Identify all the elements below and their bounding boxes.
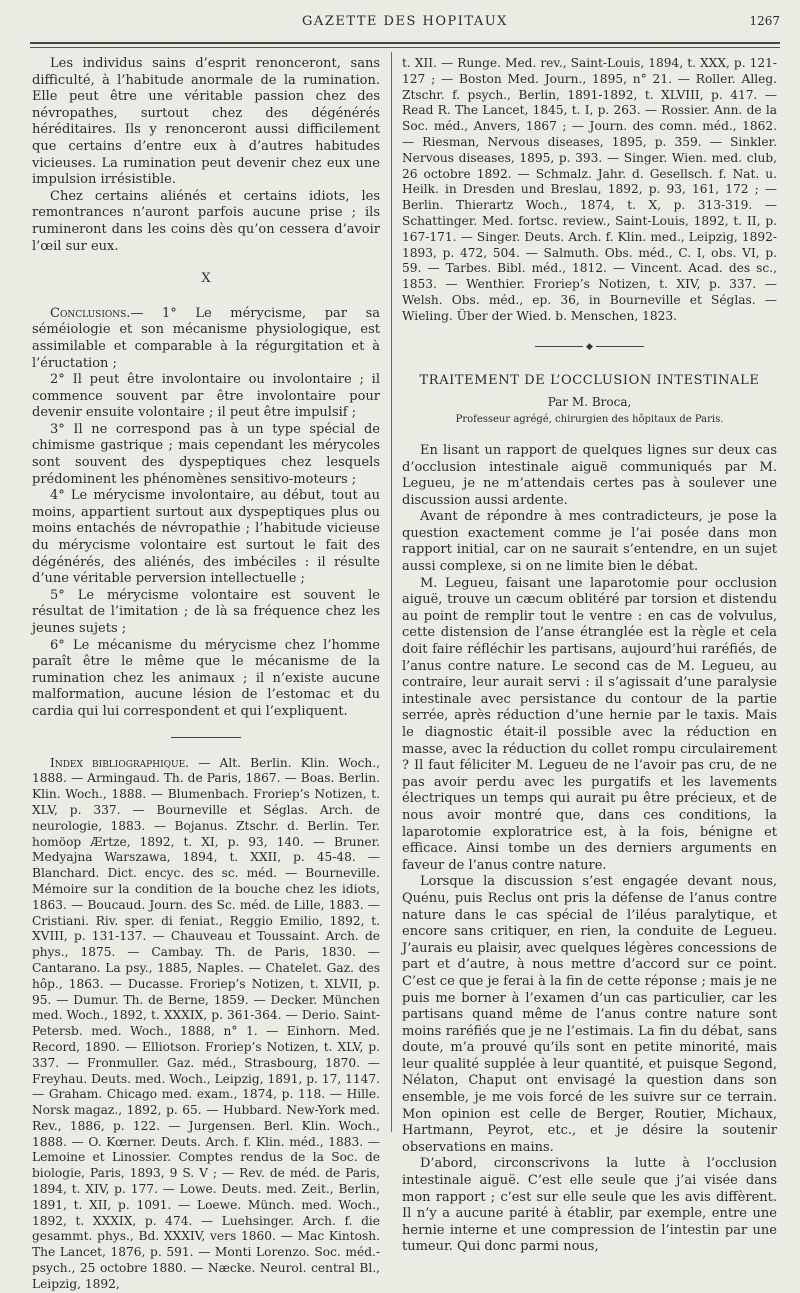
conclusion-item: 3° Il ne correspond pas à un type spécial de chimisme gastrique ; mais cependant les mérycoles sont souvent des dyspeptiques chez lesquels prédominent les phénomènes sensitivo-moteurs ; [32,421,380,487]
column-divider [391,52,392,1132]
bibliography [32,756,380,1293]
paragraph: D’abord, circonscrivons la lutte à l’occlusion intestinale aiguë. C’est elle seule que j’ai visée dans mon rapport ; c’est sur elle seule que les avis diffèrent. Il n’y a aucune parité à établir, par exemple, entre une hernie interne et une compression de l’intestin par une tumeur. Qui donc parmi nous, [402,1156,777,1255]
conclusion-text: — 1° Le mérycisme, par sa séméiologie et son mécanisme physiologique, est assimilable et comparable à la régurgitation et à l’éructation ; [32,305,380,371]
paragraph: Les individus sains d’esprit renonceront, sans difficulté, à l’habitude anormale de la rumination. Elle peut être une véritable passion chez des névropathes, surtout chez des dégénérés héréditaires. Ils y renonceront aussi difficilement que certains d’entre eux à d’autres habitudes vicieuses. La rumination peut devenir chez eux une impulsion irrésistible. [32,56,380,188]
article-author: Par M. Broca, [547,394,632,409]
index-label: Index bibliographique. [50,755,190,770]
right-column [402,56,777,1256]
section-rule [171,737,241,738]
conclusion-item: 2° Il peut être involontaire ou involontaire ; il commence souvent par être involontaire pour devenir ensuite volontaire ; il peut être impulsif ; [32,372,380,421]
conclusion-item: 6° Le mécanisme du mérycisme chez l’homme paraît être le même que le mécanisme de la rumination chez les animaux ; il n’existe aucune malformation, aucune lésion de l’estomac et du cardia qui lui correspondent et qui l’expliquent. [32,637,380,719]
bibliography-text: — Alt. Berlin. Klin. Woch., 1888. — Armingaud. Th. de Paris, 1867. — Boas. Berlin. Klin. Woch., 1888. — Blumenbach. Froriep’s Notizen, t. XLV, p. 337. — Bourneville et Séglas. Arch. de neurologie, 1883. — Bojanus. Ztschr. d. Berlin. Ter. homöop Ærtze, 1892, t. XI, p. 93, 140. — Bruner. Medyajna Warszawa, 1894, t. XXII, p. 45-48. — Blanchard. Dict. encyc. des sc. méd. — Bourneville. Mémoire sur la condition de la bouche chez les idiots, 1863. — Boucaud. Journ. des Sc. méd. de Lille, 1883. — Cristiani. Riv. sper. di feniat., Reggio Emilio, 1892, t. XVIII, p. 131-137. — Chauveau et Toussaint. Arch. de phys., 1875. — Cambay. Th. de Paris, 1830. — Cantarano. La psy., 1885, Naples. — Chatelet. Gaz. des hôp., 1863. — Ducasse. Froriep’s Notizen, t. XLVII, p. 95. — Dumur. Th. de Berne, 1859. — Decker. München med. Woch., 1892, t. XXXIX, p. 361-364. — Derio. Saint-Petersb. med. Woch., 1888, n° 1. — Einhorn. Med. Record, 1890. — Elliotson. Froriep’s Notizen, t. XLV, p. 337. — Fronmuller. Gaz. méd., Strasbourg, 1870. — Freyhau. Deuts. med. Woch., Leipzig, 1891, p. 17, 1147. — Graham. Chicago med. exam., 1874, p. 118. — Hille. Norsk magaz., 1892, p. 65. — Hubbard. New-York med. Rev., 1886, p. 122. — Jurgensen. Berl. Klin. Woch., 1888. — O. Kœrner. Deuts. Arch. f. Klin. méd., 1883. — Lemoine et Linossier. Comptes rendus de la Soc. de biologie, Paris, 1893, 9 S. V ; — Rev. de méd. de Paris, 1894, t. XIV, p. 177. — Lowe. Deuts. med. Zeit., Berlin, 1891, t. XII, p. 1091. — Loewe. Münch. med. Woch., 1892, t. XXXIX, p. 474. — Luehsinger. Arch. f. die gesammt. phys., Bd. XXXIV, vers 1860. — Mac Kintosh. The Lancet, 1876, p. 591. — Monti Lorenzo. Soc. méd.-psych., 25 octobre 1880. — Næcke. Neurol. central Bl., Leipzig, 1892, [32,755,380,1291]
header-rule-thin [30,47,780,48]
paragraph: Chez certains aliénés et certains idiots, les remontrances n’auront parfois aucune prise ; ils rumineront dans les coins dès qu’on cessera d’avoir l’œil sur eux. [32,188,380,254]
conclusion-item: 4° Le mérycisme involontaire, au début, tout au moins, appartient surtout aux dyspeptiques plus ou moins entachés de névropathie ; l’habitude vicieuse du mérycisme volontaire est surtout le fait des dégénérés, des aliénés, des imbéciles : il résulte d’une véritable perversion intellectuelle ; [32,488,380,587]
bibliography-continued: t. XII. — Runge. Med. rev., Saint-Louis, 1894, t. XXX, p. 121-127 ; — Boston Med. Journ., 1895, n° 21. — Roller. Alleg. Ztschr. f. psych., Berlin, 1891-1892, t. XLVIII, p. 417. — Read R. The Lancet, 1845, t. I, p. 263. — Rossier. Ann. de la Soc. méd., Anvers, 1867 ; — Journ. des comn. méd., 1862. — Riesman, Nervous diseases, 1895, p. 359. — Sinkler. Nervous diseases, 1895, p. 393. — Singer. Wien. med. club, 26 octobre 1892. — Schmalz. Jahr. d. Gesellsch. f. Nat. u. Heilk. in Dresden und Breslau, 1892, p. 93, 161, 172 ; — Berlin. Thierartz Woch., 1874, t. X, p. 313-319. — Schattinger. Med. fortsc. review., Saint-Louis, 1892, t. II, p. 167-171. — Singer. Deuts. Arch. f. Klin. med., Leipzig, 1892-1893, p. 472, 504. — Salmuth. Obs. méd., C. I, obs. VI, p. 59. — Tarbes. Bibl. méd., 1812. — Vincent. Acad. des sc., 1853. — Wenthier. Froriep’s Notizen, t. XIV, p. 337. — Welsh. Obs. méd., ep. 36, in Bourneville et Séglas. — Wieling. Über der Wied. b. Menschen, 1823. [402,56,777,323]
conclusions-label: Conclusions. [50,305,131,321]
paragraph: M. Legueu, faisant une laparotomie pour occlusion aiguë, trouve un cæcum oblitéré par torsion et distendu au point de remplir tout le ventre : en cas de volvulus, cette distension de l’anse étranglée est la règle et cela doit faire réfléchir les partisans, aujourd’hui raréfiés, de l’anus contre nature. Le second cas de M. Legueu, au contraire, leur aurait servi : il s’agissait d’une paralysie intestinale avec persistance du contour de la partie serrée, après réduction d’une hernie par le taxis. Mais le diagnostic était-il possible avec la réduction en masse, avec la réduction du collet rompu circulairement ? Il faut féliciter M. Legueu de ne l’avoir pas cru, de ne pas avoir perdu avec les purgatifs et les lavements électriques un temps qui aurait pu être précieux, et de nous avoir montré que, dans ces conditions, la laparotomie exploratrice est, à la fois, bénigne et efficace. Ainsi tombe un des derniers arguments en faveur de l’anus contre nature. [402,575,777,873]
paragraph: En lisant un rapport de quelques lignes sur deux cas d’occlusion intestinale aiguë communiqués par M. Legueu, je ne m’attendais certes pas à soulever une discussion aussi ardente. [402,442,777,508]
journal-title: GAZETTE DES HOPITAUX [302,14,508,29]
ornamental-divider: ◆ [535,339,645,356]
author-affiliation: Professeur agrégé, chirurgien des hôpitaux de Paris. [455,414,724,426]
paragraph: Avant de répondre à mes contradicteurs, je pose la question exactement comme je l’ai posée dans mon rapport initial, car on ne saurait s’entendre, en un sujet aussi complexe, si on ne limite bien le débat. [402,509,777,575]
conclusion-item: 5° Le mérycisme volontaire est souvent le résultat de l’imitation ; de là sa fréquence chez les jeunes sujets ; [32,587,380,636]
page-number: 1267 [749,14,780,28]
header-rule [30,42,780,44]
paragraph: Lorsque la discussion s’est engagée devant nous, Quénu, puis Reclus ont pris la défense de l’anus contre nature dans le cas spécial de l’iléus paralytique, et encore sans critiquer, en rien, la conduite de Legueu. J’aurais eu plaisir, avec quelques légères concessions de part et d’autre, à nous mettre d’accord sur ce point. C’est ce que je ferai à la fin de cette réponse ; mais je ne puis me borner à l’examen d’un cas particulier, car les partisans quand même de l’anus contre nature sont moins raréfiés que je ne l’estimais. La fin du débat, sans doute, m’a prouvé qu’ils sont en petite minorité, mais leur qualité supplée à leur quantité, et puisque Segond, Nélaton, Chaput ont envisagé la question dans son ensemble, je me vois forcé de les suivre sur ce terrain. Mon opinion est celle de Berger, Routier, Michaux, Hartmann, Peyrot, etc., et je désire la soutenir observations en mains. [402,874,777,1155]
left-column [32,56,380,1293]
article-title: TRAITEMENT DE L’OCCLUSION INTESTINALE [419,373,760,389]
section-number: X [201,271,211,287]
conclusion-item [32,306,380,372]
page-header [30,14,780,36]
